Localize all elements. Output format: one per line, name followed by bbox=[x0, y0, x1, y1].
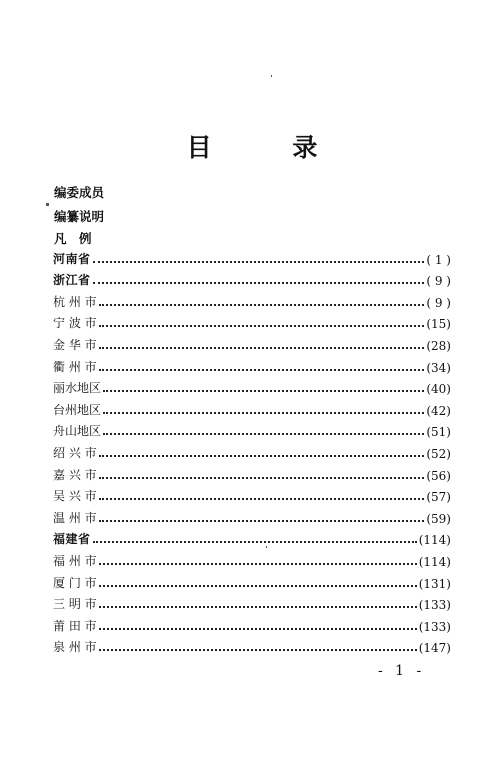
toc-entry-page: (59) bbox=[426, 511, 451, 526]
toc-entry-name: 泉 州 市 bbox=[53, 640, 97, 655]
page-title: 目 录 bbox=[186, 133, 354, 162]
toc-entry-page: (42) bbox=[426, 403, 451, 418]
toc-entry bbox=[53, 461, 451, 483]
front-matter-editorial-board: 编委成员 bbox=[54, 185, 105, 200]
toc-entry bbox=[53, 591, 451, 613]
dot-leader bbox=[103, 390, 424, 392]
toc-entry bbox=[53, 288, 451, 310]
toc-entry-name: 福 州 市 bbox=[53, 553, 97, 568]
toc-entry-name: 厦 门 市 bbox=[53, 575, 97, 590]
toc-entry-page: (51) bbox=[426, 425, 451, 440]
toc-entry-name: 温 州 市 bbox=[53, 510, 97, 525]
toc-entry-page: (133) bbox=[418, 598, 451, 613]
toc-entry-page: (133) bbox=[418, 619, 451, 634]
toc-entry bbox=[53, 634, 451, 656]
table-of-contents bbox=[53, 245, 451, 655]
dot-leader bbox=[103, 412, 424, 414]
dot-leader bbox=[99, 347, 425, 349]
scan-speck bbox=[271, 75, 272, 77]
dot-leader bbox=[93, 541, 417, 543]
toc-entry-name: 浙江省 bbox=[53, 273, 91, 288]
toc-entry bbox=[53, 483, 451, 505]
toc-entry-name: 舟山地区 bbox=[53, 424, 102, 439]
scan-speck bbox=[266, 546, 267, 548]
dot-leader bbox=[103, 433, 424, 435]
dot-leader bbox=[99, 498, 425, 500]
toc-entry bbox=[53, 418, 451, 440]
dot-leader bbox=[99, 649, 417, 651]
toc-entry-name: 河南省 bbox=[53, 251, 91, 266]
toc-entry bbox=[53, 245, 451, 267]
toc-entry bbox=[53, 612, 451, 634]
toc-entry bbox=[53, 353, 451, 375]
toc-entry-page: (52) bbox=[426, 446, 451, 461]
dot-leader bbox=[93, 282, 425, 284]
dot-leader bbox=[99, 606, 417, 608]
dot-leader bbox=[99, 520, 425, 522]
page-number: - 1 - bbox=[378, 663, 426, 679]
toc-entry-page: (114) bbox=[418, 554, 451, 569]
toc-entry bbox=[53, 267, 451, 289]
toc-entry bbox=[53, 375, 451, 397]
dot-leader bbox=[93, 261, 425, 263]
toc-entry bbox=[53, 331, 451, 353]
toc-entry bbox=[53, 396, 451, 418]
toc-entry bbox=[53, 310, 451, 332]
dot-leader bbox=[99, 455, 425, 457]
dot-leader bbox=[99, 325, 425, 327]
toc-entry-page: (131) bbox=[418, 576, 451, 591]
toc-entry-name: 金 华 市 bbox=[53, 337, 97, 352]
toc-entry-page: (34) bbox=[426, 360, 451, 375]
toc-entry bbox=[53, 547, 451, 569]
toc-entry-name: 杭 州 市 bbox=[53, 294, 97, 309]
dot-leader bbox=[99, 563, 417, 565]
toc-entry-page: ( 9 ) bbox=[426, 295, 451, 310]
toc-entry-name: 宁 波 市 bbox=[53, 316, 97, 331]
toc-entry bbox=[53, 504, 451, 526]
front-matter-usage-notes: 凡 例 bbox=[54, 231, 92, 246]
toc-entry-name: 绍 兴 市 bbox=[53, 445, 97, 460]
toc-entry-page: ( 9 ) bbox=[426, 274, 451, 289]
toc-entry-name: 丽水地区 bbox=[53, 381, 102, 396]
toc-entry-page: (28) bbox=[426, 338, 451, 353]
toc-entry-name: 嘉 兴 市 bbox=[53, 467, 97, 482]
toc-entry-page: (57) bbox=[426, 490, 451, 505]
toc-entry-page: (40) bbox=[426, 382, 451, 397]
toc-entry-page: (147) bbox=[418, 641, 451, 656]
dot-leader bbox=[99, 369, 425, 371]
toc-entry-name: 三 明 市 bbox=[53, 597, 97, 612]
toc-entry-name: 福建省 bbox=[53, 532, 91, 547]
toc-entry-page: (15) bbox=[426, 317, 451, 332]
toc-entry-name: 衢 州 市 bbox=[53, 359, 97, 374]
dot-leader bbox=[99, 585, 417, 587]
toc-entry-name: 台州地区 bbox=[53, 402, 102, 417]
dot-leader bbox=[99, 477, 425, 479]
front-matter-compilation-notes: 编纂说明 bbox=[54, 209, 105, 224]
toc-entry-page: ( 1 ) bbox=[426, 252, 451, 267]
toc-entry-name: 吴 兴 市 bbox=[53, 489, 97, 504]
dot-leader bbox=[99, 628, 417, 630]
toc-entry bbox=[53, 569, 451, 591]
dot-leader bbox=[99, 304, 425, 306]
toc-entry bbox=[53, 439, 451, 461]
toc-entry-page: (114) bbox=[418, 533, 451, 548]
toc-entry bbox=[53, 526, 451, 548]
toc-entry-page: (56) bbox=[426, 468, 451, 483]
toc-entry-name: 莆 田 市 bbox=[53, 618, 97, 633]
scan-speck bbox=[46, 203, 49, 206]
